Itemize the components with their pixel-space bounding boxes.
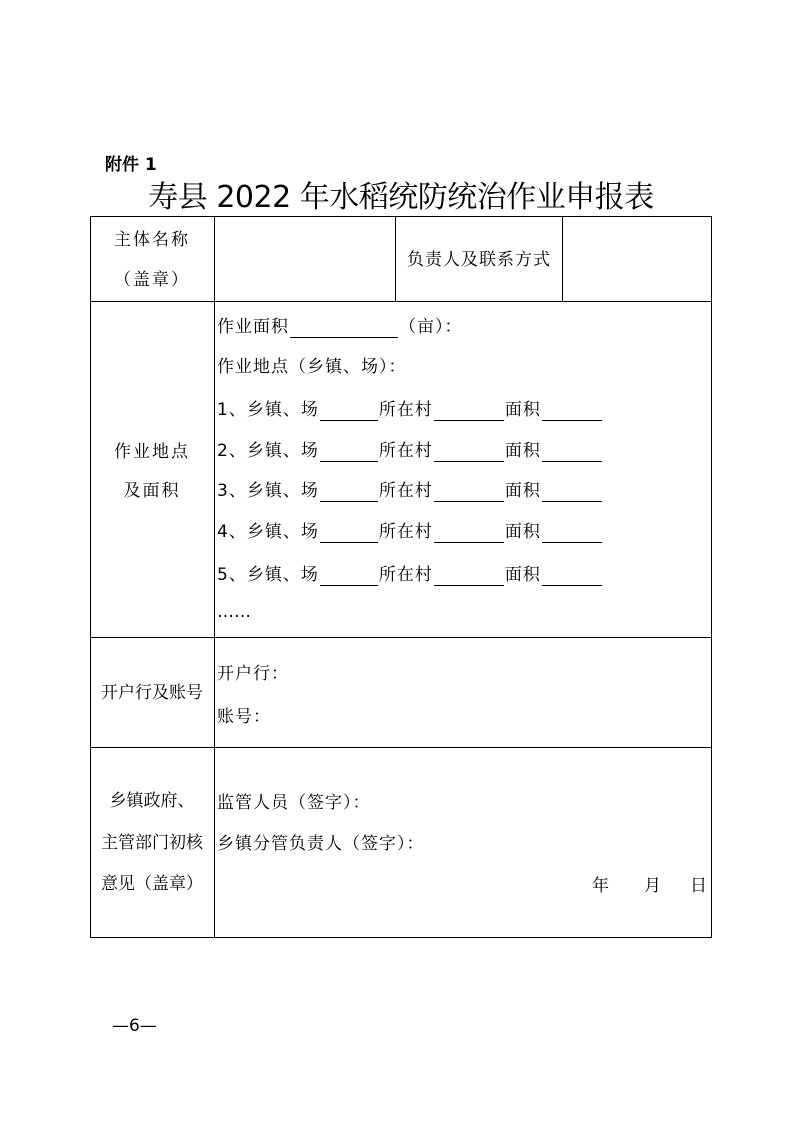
township-input[interactable]: [320, 442, 378, 462]
location-entry-5: [217, 564, 603, 586]
entry-village-label: 所在村: [378, 400, 433, 420]
village-input[interactable]: [434, 566, 504, 586]
entry-area-input[interactable]: [542, 401, 602, 421]
entity-seal-label: （盖章）: [114, 270, 190, 290]
entry-area-input[interactable]: [542, 482, 602, 502]
contact-label: 负责人及联系方式: [407, 250, 551, 270]
entity-name-field[interactable]: [215, 216, 395, 301]
review-label-line1: 乡镇政府、: [109, 791, 195, 811]
township-input[interactable]: [320, 482, 378, 502]
row-divider-3: [90, 747, 712, 748]
location-entry-4: [217, 521, 603, 543]
ellipsis: ……: [217, 602, 251, 622]
entry-prefix: 5、乡镇、场: [217, 565, 319, 585]
table-border-bottom: [90, 937, 712, 938]
village-input[interactable]: [434, 401, 504, 421]
township-input[interactable]: [320, 566, 378, 586]
entry-area-label: 面积: [504, 565, 541, 585]
area-suffix: （亩）：: [399, 317, 463, 337]
entity-name-label: 主体名称: [114, 230, 190, 250]
entry-village-label: 所在村: [378, 565, 433, 585]
location-area-label-line1: 作业地点: [114, 442, 190, 462]
village-input[interactable]: [434, 442, 504, 462]
leader-signature-label: 乡镇分管负责人（签字）：: [217, 834, 425, 854]
entry-area-input[interactable]: [542, 523, 602, 543]
label-column-divider: [214, 216, 215, 938]
entry-area-label: 面积: [504, 400, 541, 420]
bank-account-label: 开户行及账号: [101, 683, 203, 703]
date-year-label: 年: [592, 876, 609, 896]
entry-village-label: 所在村: [378, 441, 433, 461]
table-border-right: [711, 216, 712, 938]
entry-village-label: 所在村: [378, 481, 433, 501]
entry-area-input[interactable]: [542, 442, 602, 462]
entry-area-input[interactable]: [542, 566, 602, 586]
review-label-line2: 主管部门初核: [101, 833, 203, 853]
page-number: —6—: [112, 1016, 157, 1036]
review-label-line3: 意见（盖章）: [101, 874, 203, 894]
entry-area-label: 面积: [504, 522, 541, 542]
township-input[interactable]: [320, 401, 378, 421]
location-entry-3: [217, 480, 603, 502]
entry-area-label: 面积: [504, 481, 541, 501]
entry-village-label: 所在村: [378, 522, 433, 542]
entry-prefix: 4、乡镇、场: [217, 522, 319, 542]
area-prefix: 作业面积: [217, 317, 289, 337]
attachment-label: 附件 1: [105, 155, 157, 175]
location-entry-1: [217, 399, 603, 421]
contact-field[interactable]: [563, 216, 711, 301]
supervisor-signature-label: 监管人员（签字）：: [217, 793, 371, 813]
village-input[interactable]: [434, 523, 504, 543]
application-form-table: [90, 216, 712, 938]
area-line: [217, 316, 463, 338]
entry-prefix: 1、乡镇、场: [217, 400, 319, 420]
entry-prefix: 3、乡镇、场: [217, 481, 319, 501]
date-day-label: 日: [690, 876, 707, 896]
location-heading: 作业地点（乡镇、场）：: [217, 357, 407, 377]
account-label: 账号：: [217, 707, 271, 727]
date-month-label: 月: [644, 876, 661, 896]
entry-prefix: 2、乡镇、场: [217, 441, 319, 461]
row-divider-2: [90, 637, 712, 638]
form-title: 寿县 2022 年水稻统防统治作业申报表: [148, 180, 654, 215]
township-input[interactable]: [320, 523, 378, 543]
bank-label: 开户行：: [217, 664, 289, 684]
entry-area-label: 面积: [504, 441, 541, 461]
location-area-label-line2: 及面积: [123, 481, 181, 501]
village-input[interactable]: [434, 482, 504, 502]
table-border-left: [90, 216, 91, 938]
location-entry-2: [217, 440, 603, 462]
row-divider-1: [90, 301, 712, 302]
area-input[interactable]: [290, 318, 398, 338]
